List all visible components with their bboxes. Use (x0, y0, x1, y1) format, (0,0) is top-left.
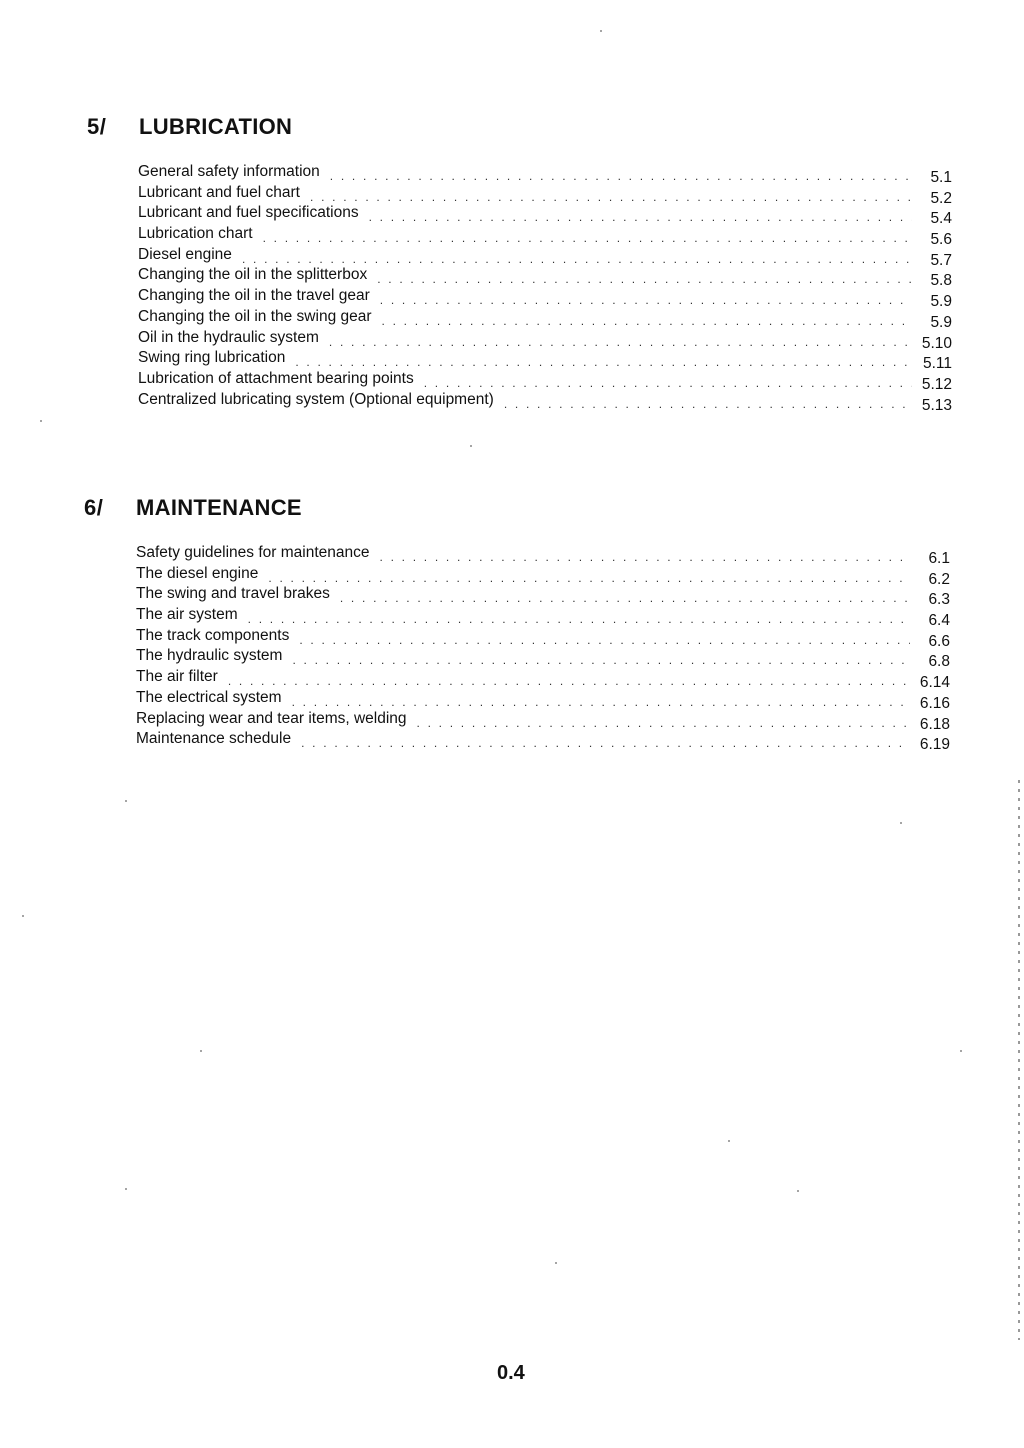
toc-entry-label: Lubrication chart (138, 225, 253, 243)
toc-entry-page: 5.9 (930, 293, 952, 311)
toc-entry (136, 647, 950, 671)
toc-entry-label: Safety guidelines for maintenance (136, 544, 370, 561)
toc-entry-label: The air filter (136, 668, 218, 686)
toc-entry (138, 184, 952, 205)
scan-speck (125, 1188, 127, 1190)
toc-entry-page: 5.6 (930, 231, 952, 249)
toc-entry-label: The diesel engine (136, 564, 259, 582)
dot-leader (310, 190, 912, 204)
dot-leader (380, 550, 910, 564)
toc-entry (138, 266, 952, 290)
toc-entry-label: Changing the oil in the swing gear (138, 307, 372, 325)
dot-leader (424, 376, 912, 390)
dot-leader (329, 335, 912, 349)
scan-speck (960, 1050, 962, 1052)
scan-speck (22, 915, 24, 917)
toc-entry (136, 689, 950, 710)
toc-entry-page: 6.1 (928, 550, 950, 567)
dot-leader (340, 591, 910, 605)
dot-leader (263, 231, 912, 245)
toc-entry-label: Diesel engine (138, 245, 232, 263)
scan-speck (600, 30, 602, 32)
toc-entry-label: The hydraulic system (136, 647, 283, 665)
toc-entry (138, 370, 952, 391)
dot-leader (380, 293, 912, 307)
toc-entry-label: General safety information (138, 163, 320, 180)
toc-entry (138, 246, 952, 267)
scan-speck (555, 1262, 557, 1264)
toc-entry-label: The swing and travel brakes (136, 585, 330, 603)
toc-entry-label: Changing the oil in the splitterbox (138, 266, 368, 284)
toc-entry (138, 329, 952, 350)
dot-leader (330, 169, 912, 183)
section-number: 6/ (84, 495, 104, 520)
toc-entry-page: 6.3 (928, 591, 950, 609)
toc-entry-page: 6.19 (919, 736, 950, 754)
dot-leader (369, 210, 912, 224)
toc-entry (138, 287, 952, 311)
dot-leader (248, 612, 910, 626)
toc-entry-page: 6.6 (928, 632, 950, 650)
toc-entry (136, 668, 950, 692)
toc-entry (138, 349, 952, 373)
scan-speck (728, 1140, 730, 1142)
toc-entry-label: Maintenance schedule (136, 730, 292, 748)
toc-entry (136, 606, 950, 630)
toc-entry-page: 6.16 (919, 694, 950, 712)
toc-entry-page: 6.8 (928, 653, 950, 671)
toc-entry (136, 627, 950, 648)
toc-list-maintenance (136, 544, 950, 754)
toc-entry-page: 5.4 (930, 210, 952, 228)
toc-entry-page: 5.12 (921, 375, 952, 393)
toc-entry-label: Changing the oil in the travel gear (138, 287, 370, 305)
dot-leader (417, 716, 910, 730)
section-number: 5/ (87, 114, 107, 139)
toc-entry-page: 5.11 (922, 355, 952, 373)
dot-leader (377, 272, 912, 286)
dot-leader (268, 571, 910, 585)
toc-entry-label: Oil in the hydraulic system (138, 328, 319, 346)
toc-entry-page: 6.18 (919, 715, 950, 733)
toc-entry-label: Lubricant and fuel specifications (138, 204, 359, 222)
toc-entry-label: The electrical system (136, 688, 282, 706)
toc-entry (138, 163, 952, 184)
toc-entry-label: Swing ring lubrication (138, 349, 286, 367)
dot-leader (301, 736, 910, 750)
toc-entry-page: 5.7 (930, 251, 952, 269)
scan-speck (125, 800, 127, 802)
dot-leader (299, 633, 910, 647)
dot-leader (228, 674, 910, 688)
dot-leader (292, 653, 910, 667)
toc-entry-label: Lubrication of attachment bearing points (138, 369, 414, 387)
toc-entry (138, 204, 952, 228)
dot-leader (382, 314, 912, 328)
toc-entry-page: 5.13 (921, 396, 952, 414)
dot-leader (295, 355, 912, 369)
dot-leader (504, 397, 912, 411)
toc-entry-page: 5.8 (930, 272, 952, 290)
toc-entry-label: Centralized lubricating system (Optional equipment) (138, 390, 494, 408)
toc-entry-label: The air system (136, 606, 238, 624)
toc-entry-page: 5.2 (930, 189, 952, 207)
toc-entry-label: Lubricant and fuel chart (138, 183, 300, 201)
toc-entry (138, 225, 952, 249)
toc-list-lubrication (138, 163, 952, 414)
toc-entry-page: 6.14 (919, 674, 950, 692)
toc-entry (136, 710, 950, 731)
toc-entry (136, 730, 950, 754)
section-title: LUBRICATION (139, 114, 293, 139)
toc-entry-page: 5.1 (930, 169, 952, 186)
scan-speck (200, 1050, 202, 1052)
toc-entry-label: Replacing wear and tear items, welding (136, 709, 407, 727)
scan-speck (40, 420, 42, 422)
dot-leader (242, 252, 912, 266)
section-title: MAINTENANCE (136, 495, 302, 520)
toc-entry (138, 391, 952, 412)
toc-entry (138, 308, 952, 329)
scan-speck (900, 822, 902, 824)
toc-entry-page: 6.4 (928, 612, 950, 630)
scan-speck (470, 445, 472, 447)
toc-entry-page: 5.9 (930, 313, 952, 331)
toc-entry (136, 544, 950, 565)
dot-leader (292, 695, 910, 709)
toc-entry-page: 5.10 (921, 334, 952, 352)
toc-entry-label: The track components (136, 626, 290, 644)
toc-entry-page: 6.2 (928, 570, 950, 588)
scan-edge-mark (1018, 780, 1020, 1340)
page-number: 0.4 (497, 1362, 525, 1384)
scan-speck (797, 1190, 799, 1192)
toc-entry (136, 585, 950, 609)
toc-entry (136, 565, 950, 586)
